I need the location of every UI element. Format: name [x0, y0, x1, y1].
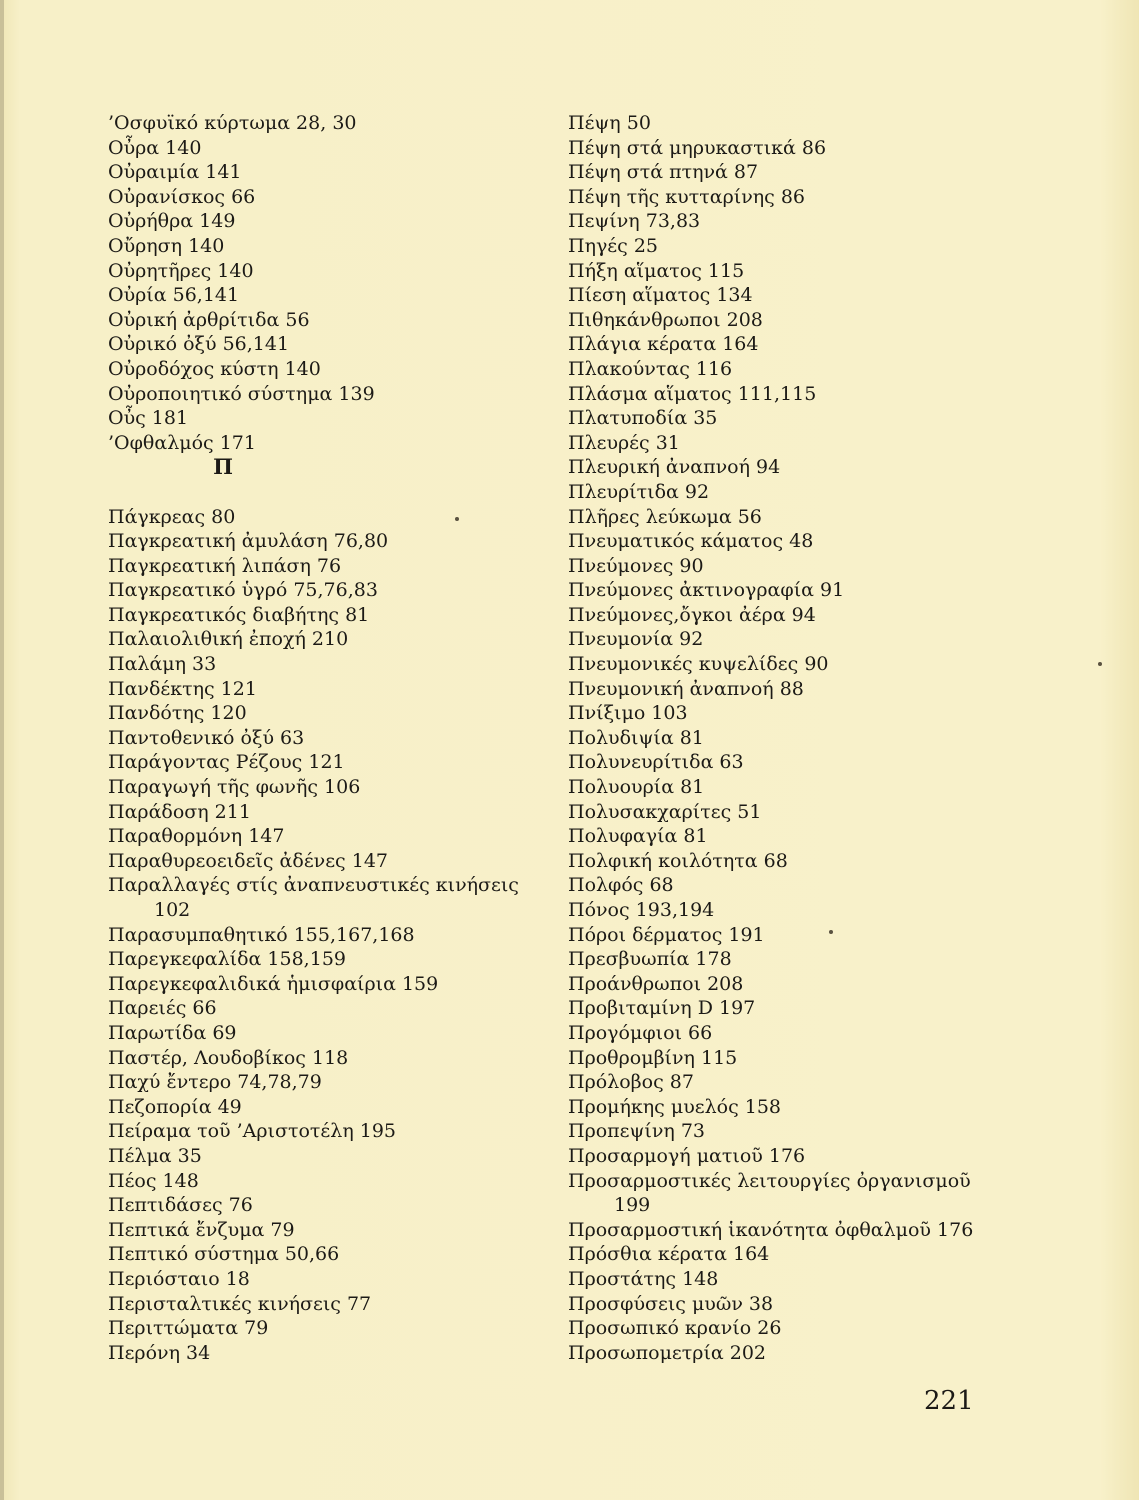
index-entry: Πνίξιμο 103 — [568, 702, 688, 725]
index-entry: Πρόσθια κέρατα 164 — [568, 1243, 770, 1266]
index-entry: Πλευρίτιδα 92 — [568, 480, 710, 503]
index-entry: Πεπτικό σύστημα 50,66 — [108, 1243, 340, 1266]
index-entry: Πεπτιδάσες 76 — [108, 1194, 253, 1217]
index-entry: Παγκρεατικός διαβήτης 81 — [108, 603, 370, 626]
print-speck — [455, 517, 459, 521]
index-entry: Παραθορμόνη 147 — [108, 825, 285, 848]
index-entry: Παρεγκεφαλίδα 158,159 — [108, 948, 346, 971]
index-entry: Πνεύμονες ἀκτινογραφία 91 — [568, 579, 845, 602]
index-entry: Πολφική κοιλότητα 68 — [568, 849, 788, 872]
index-column-left — [108, 111, 548, 1365]
index-entry: Πεψίνη 73,83 — [568, 210, 701, 233]
index-entry: Πνευματικός κάματος 48 — [568, 530, 814, 553]
index-entry: Παντοθενικό ὀξύ 63 — [108, 726, 305, 749]
index-entry: Οὔρηση 140 — [108, 234, 225, 257]
index-entry: ’Οφθαλμός 171 — [108, 431, 256, 454]
index-entry: Παγκρεατική ἀμυλάση 76,80 — [108, 530, 389, 553]
index-entry: Οὐροδόχος κύστη 140 — [108, 357, 321, 380]
index-entry: Προσωπομετρία 202 — [568, 1341, 767, 1364]
index-entry: Προμήκης μυελός 158 — [568, 1095, 782, 1118]
index-entry: Προσαρμοστικές λειτουργίες ὀργανισμοῦ — [568, 1169, 971, 1192]
index-entry: Πνευμονική ἀναπνοή 88 — [568, 677, 804, 700]
index-entry: Πρεσβυωπία 178 — [568, 948, 732, 971]
index-entry: Πνευμονία 92 — [568, 628, 704, 651]
print-speck — [829, 930, 833, 934]
index-entry: Οὐροποιητικό σύστημα 139 — [108, 382, 375, 405]
index-entry: Παραγωγή τῆς φωνῆς 106 — [108, 776, 361, 799]
index-entry: Παγκρεατική λιπάση 76 — [108, 554, 342, 577]
index-entry: Προάνθρωποι 208 — [568, 972, 744, 995]
index-entry: Προσφύσεις μυῶν 38 — [568, 1292, 774, 1315]
index-entry: Πνευμονικές κυψελίδες 90 — [568, 653, 829, 676]
index-entry: Οὐραιμία 141 — [108, 161, 242, 184]
index-entry: Πεζοπορία 49 — [108, 1095, 242, 1118]
index-entry: Πολυφαγία 81 — [568, 825, 708, 848]
index-entry: Παλαιολιθική ἐποχή 210 — [108, 628, 349, 651]
index-entry: Πιθηκάνθρωποι 208 — [568, 308, 763, 331]
index-column-right — [568, 111, 1018, 1365]
index-entry: Οὐρική ἀρθρίτιδα 56 — [108, 308, 310, 331]
index-entry: Πόροι δέρματος 191 — [568, 923, 765, 946]
index-entry: Πλευρές 31 — [568, 431, 680, 454]
index-entry: Παραθυρεοειδεῖς ἀδένες 147 — [108, 849, 388, 872]
page-number: 221 — [924, 1386, 974, 1416]
index-entry: Πλακούντας 116 — [568, 357, 733, 380]
index-entry: Παρωτίδα 69 — [108, 1021, 237, 1044]
index-entry: Πλατυποδία 35 — [568, 407, 718, 430]
index-entry: Προσαρμογή ματιοῦ 176 — [568, 1144, 806, 1167]
print-speck — [1098, 662, 1102, 666]
index-entry: Περόνη 34 — [108, 1341, 211, 1364]
index-entry: Πέψη 50 — [568, 112, 651, 134]
index-entry: Πνεύμονες,ὄγκοι ἀέρα 94 — [568, 603, 816, 626]
index-entry: Οὐρητῆρες 140 — [108, 259, 254, 282]
index-entry: Πολυουρία 81 — [568, 776, 705, 799]
index-entry: Πέλμα 35 — [108, 1144, 202, 1167]
index-entry: Πλευρική ἀναπνοή 94 — [568, 456, 781, 479]
page-edge-shadow — [0, 0, 4, 1500]
index-entry: Οὖς 181 — [108, 407, 189, 430]
index-entry: Παρασυμπαθητικό 155,167,168 — [108, 923, 415, 946]
index-entry: Προσαρμοστική ἱκανότητα ὀφθαλμοῦ 176 — [568, 1218, 974, 1241]
index-entry: Προσωπικό κρανίο 26 — [568, 1317, 782, 1340]
index-entry: Πεπτικά ἔνζυμα 79 — [108, 1218, 295, 1241]
index-entry: Πανδότης 120 — [108, 702, 247, 725]
index-entry: Πόνος 193,194 — [568, 899, 715, 921]
index-entry: Πλάσμα αἵματος 111,115 — [568, 382, 817, 405]
index-entry: Πέψη στά μηρυκαστικά 86 — [568, 136, 827, 159]
index-entry: Παράγοντας Ρέζους 121 — [108, 751, 345, 774]
index-entry: Πολυνευρίτιδα 63 — [568, 751, 744, 774]
index-entry: Πηγές 25 — [568, 234, 659, 257]
index-entry: Πέψη τῆς κυτταρίνης 86 — [568, 185, 805, 208]
index-entry: Πήξη αἵματος 115 — [568, 259, 745, 282]
index-entry: Πολυσακχαρίτες 51 — [568, 800, 762, 823]
index-entry: Παστέρ, Λουδοβίκος 118 — [108, 1046, 349, 1069]
index-entry: Προβιταμίνη D 197 — [568, 997, 756, 1020]
index-entry: Πανδέκτης 121 — [108, 677, 257, 700]
index-entry: Οὖρα 140 — [108, 136, 202, 159]
index-entry: Πέψη στά πτηνά 87 — [568, 161, 759, 184]
index-entry: Πρόλοβος 87 — [568, 1071, 694, 1094]
index-entry-continuation: 102 — [154, 899, 191, 921]
index-entry: Πολυδιψία 81 — [568, 726, 704, 749]
section-letter-heading: Π — [213, 454, 233, 480]
index-entry: Οὐρικό ὀξύ 56,141 — [108, 333, 290, 356]
index-entry: Προγόμφιοι 66 — [568, 1021, 713, 1044]
index-entry: Προστάτης 148 — [568, 1267, 719, 1290]
index-entry: Προπεψίνη 73 — [568, 1120, 706, 1143]
index-entry: Παρειές 66 — [108, 997, 217, 1020]
index-entry: Οὐρήθρα 149 — [108, 210, 236, 233]
index-entry: Πολφός 68 — [568, 874, 674, 897]
index-entry: Παραλλαγές στίς ἀναπνευστικές κινήσεις — [108, 874, 519, 897]
index-entry: Πάγκρεας 80 — [108, 505, 236, 528]
index-entry: Παράδοση 211 — [108, 800, 251, 823]
index-entry: Παχύ ἔντερο 74,78,79 — [108, 1071, 322, 1094]
index-entry: ’Οσφυϊκό κύρτωμα 28, 30 — [108, 112, 357, 134]
index-entry: Περισταλτικές κινήσεις 77 — [108, 1292, 372, 1315]
index-entry: Οὐρία 56,141 — [108, 284, 240, 307]
index-entry: Οὐρανίσκος 66 — [108, 185, 256, 208]
index-entry: Πνεύμονες 90 — [568, 554, 704, 577]
index-entry: Πλῆρες λεύκωμα 56 — [568, 505, 762, 528]
index-entry: Πλάγια κέρατα 164 — [568, 333, 759, 356]
index-entry: Προθρομβίνη 115 — [568, 1046, 738, 1069]
index-entry: Πέος 148 — [108, 1169, 199, 1192]
index-entry: Παλάμη 33 — [108, 653, 217, 676]
index-entry: Πίεση αἵματος 134 — [568, 284, 753, 307]
index-entry: Περιττώματα 79 — [108, 1317, 269, 1340]
index-entry-continuation: 199 — [614, 1194, 651, 1217]
index-entry: Πείραμα τοῦ ’Αριστοτέλη 195 — [108, 1120, 397, 1143]
index-entry: Περιόσταιο 18 — [108, 1267, 250, 1290]
index-entry: Παρεγκεφαλιδικά ἡμισφαίρια 159 — [108, 972, 439, 995]
index-entry: Παγκρεατικό ὑγρό 75,76,83 — [108, 579, 378, 602]
